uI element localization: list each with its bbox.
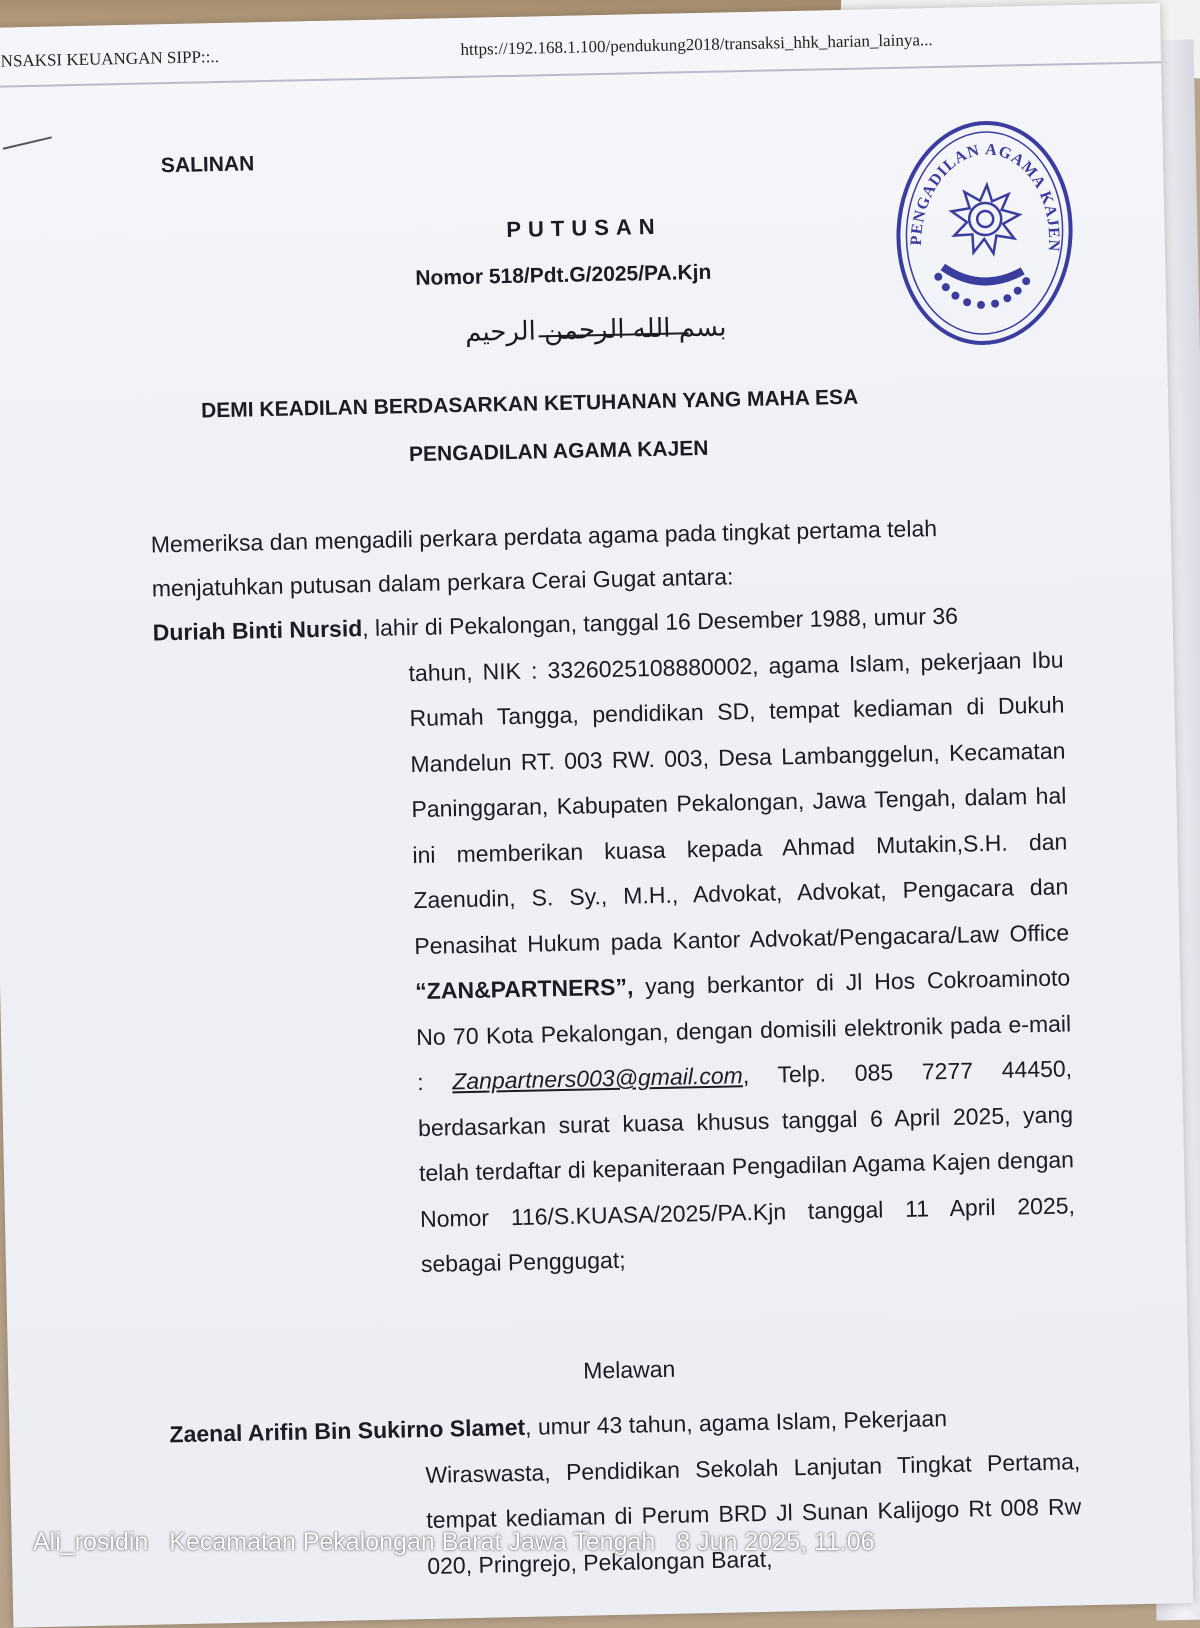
- email-address: Zanpartners003@gmail.com: [452, 1062, 744, 1095]
- photo-watermark: [33, 1528, 889, 1557]
- plaintiff-name: Duriah Binti Nursid: [152, 615, 363, 646]
- document-page: [0, 3, 1193, 1627]
- law-firm-address: yang berkantor di Jl Hos Cokroaminoto No 70 Kota Pekalongan, dengan domisili elektronik pada e-mail :: [415, 964, 1072, 1096]
- header-page-title: NSAKSI KEUANGAN SIPP::..: [0, 47, 220, 71]
- case-number: Nomor 518/Pdt.G/2025/PA.Kjn: [415, 260, 712, 290]
- intro-line-2: menjatuhkan putusan dalam perkara Cerai Gugat antara:: [151, 563, 734, 602]
- header-url: https://192.168.1.100/pendukung2018/transaksi_hhk_harian_lainya...: [460, 30, 933, 59]
- heading-demi-keadilan: DEMI KEADILAN BERDASARKAN KETUHANAN YANG MAHA ESA: [200, 385, 859, 423]
- versus-label: Melawan: [582, 1355, 676, 1384]
- defendant-details: [425, 1439, 1083, 1589]
- watermark-datetime: 8 Jun 2025, 11.06: [676, 1528, 875, 1556]
- plaintiff-birth-info: , lahir di Pekalongan, tanggal 16 Desember 1988, umur 36: [361, 602, 959, 642]
- court-seal-stamp: [889, 115, 1080, 352]
- plaintiff-details: [408, 637, 1076, 1288]
- seal-emblem: [950, 183, 1021, 254]
- document-title: PUTUSAN: [506, 213, 662, 243]
- bismillah-calligraphy: [426, 302, 727, 362]
- defendant-age-info: , umur 43 tahun, agama Islam, Pekerjaan: [524, 1405, 948, 1440]
- defendant-identity-text: Wiraswasta, Pendidikan Sekolah Lanjutan Tingkat Pertama, tempat kediaman di Perum BRD Jl Sunan Kalijogo Rt 008 Rw 020, Pringrejo, Pekalongan Barat,: [425, 1447, 1082, 1579]
- watermark-user: Ali_rosidin: [33, 1528, 149, 1556]
- party-plaintiff: [152, 591, 1076, 1292]
- pen-mark: [3, 136, 52, 149]
- watermark-location: Kecamatan Pekalongan Barat Jawa Tengah: [169, 1528, 656, 1556]
- defendant-name: Zaenal Arifin Bin Sukirno Slamet: [169, 1413, 526, 1448]
- bismillah-text: بسم الله الرحمن الرحيم: [464, 312, 727, 348]
- power-of-attorney-text: , Telp. 085 7277 44450, berdasarkan surat kuasa khusus tanggal 6 April 2025, yang telah terdaftar di kepaniteraan Pengadilan Agama Kajen dengan Nomor 116/S.KUASA/2025/PA.Kjn tanggal 11 April 2025, sebagai Penggugat;: [417, 1055, 1076, 1278]
- plaintiff-identity-text: tahun, NIK : 3326025108880002, agama Islam, pekerjaan Ibu Rumah Tangga, pendidikan SD, tempat kediaman di Dukuh Mandelun RT. 003 RW. 003, Desa Lambanggelun, Kecamatan Paninggaran, Kabupaten Pekalongan, Jawa Tengah, dalam hal ini memberikan kuasa kepada Ahmad Mutakin,S.H. dan Zaenudin, S. Sy., M.H., Advokat, Advokat, Pengacara dan Penasihat Hukum pada Kantor Advokat/Pengacara/Law Office: [408, 645, 1070, 959]
- intro-line-1: Memeriksa dan mengadili perkara perdata agama pada tingkat pertama telah: [150, 515, 938, 558]
- heading-court-name: PENGADILAN AGAMA KAJEN: [408, 436, 709, 467]
- seal-graphic: [889, 115, 1080, 352]
- seal-ribbon: [942, 267, 1023, 283]
- party-defendant: [169, 1393, 1083, 1594]
- law-firm-name: “ZAN&PARTNERS”,: [414, 973, 634, 1005]
- seal-text: PENGADILAN AGAMA KAJEN: [907, 141, 1063, 253]
- salinan-label: SALINAN: [160, 152, 255, 178]
